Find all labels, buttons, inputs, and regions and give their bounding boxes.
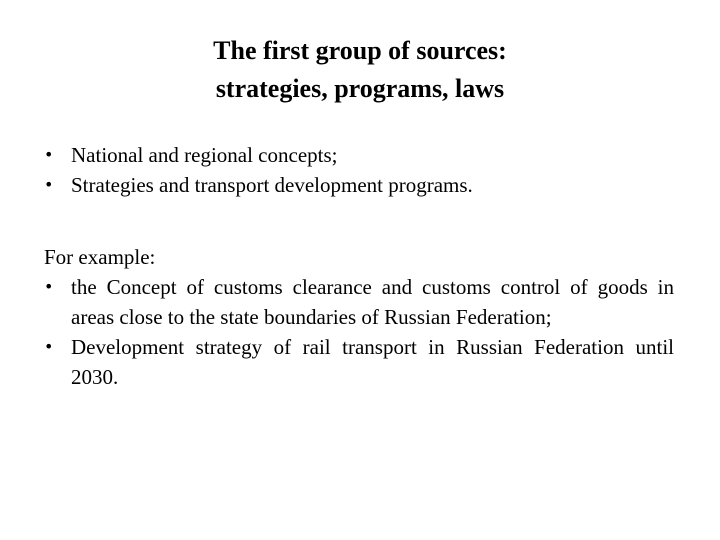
bullet-icon: • xyxy=(44,145,54,164)
sources-bullet-list xyxy=(44,140,684,200)
example-bullet-list xyxy=(44,272,674,392)
list-item xyxy=(44,170,684,200)
list-item xyxy=(44,272,674,332)
list-item-text: Strategies and transport development programs. xyxy=(71,173,473,197)
bullet-icon: • xyxy=(44,175,54,194)
bullet-icon: • xyxy=(44,337,54,356)
slide-title-line-1: The first group of sources: xyxy=(213,36,507,65)
list-item xyxy=(44,332,674,392)
example-label: For example: xyxy=(44,245,156,269)
list-item xyxy=(44,140,684,170)
slide-title-line-2: strategies, programs, laws xyxy=(215,74,505,103)
example-section xyxy=(44,242,674,392)
list-item-text: the Concept of customs clearance and customs control of goods in areas close to the state boundaries of Russian Federation; xyxy=(71,275,674,329)
list-item-text: Development strategy of rail transport in Russian Federation until 2030. xyxy=(71,335,674,389)
list-item-text: National and regional concepts; xyxy=(71,143,338,167)
slide-title xyxy=(0,32,720,108)
bullet-icon: • xyxy=(44,277,54,296)
